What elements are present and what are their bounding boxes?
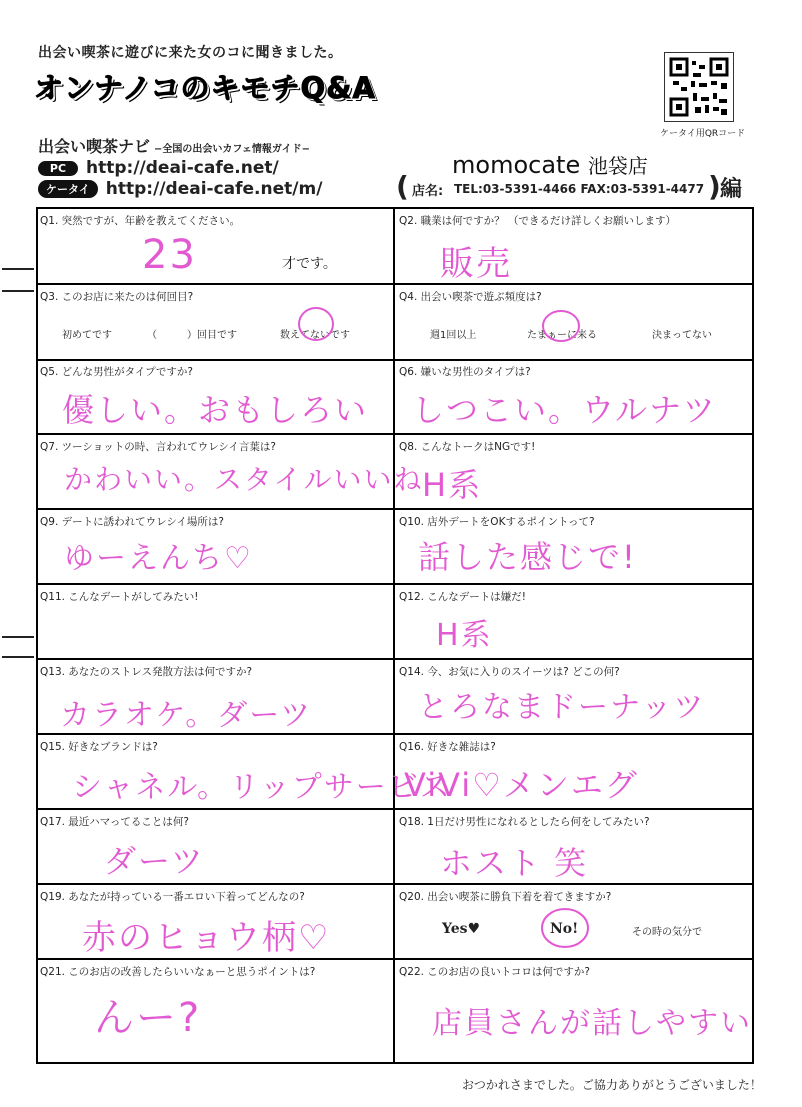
question-20: Q20. 出会い喫茶に勝負下着を着てきますか? bbox=[399, 891, 612, 903]
shop-name bbox=[452, 150, 648, 179]
scan-mark bbox=[2, 636, 34, 638]
question-17: Q17. 最近ハマってることは何? bbox=[40, 816, 189, 828]
qr-code-icon bbox=[664, 52, 734, 122]
question-21: Q21. このお店の改善したらいいなぁーと思うポイントは? bbox=[40, 966, 316, 978]
row-line bbox=[36, 883, 754, 885]
answer-13: カラオケ。ダーツ bbox=[60, 698, 313, 733]
shop-label: 店名: bbox=[412, 184, 444, 199]
answer-19: 赤のヒョウ柄♡ bbox=[82, 918, 331, 958]
scan-mark bbox=[2, 268, 34, 270]
navi-name: 出会い喫茶ナビ bbox=[38, 137, 151, 156]
shop-tel-fax: TEL:03-5391-4466 FAX:03-5391-4477 bbox=[454, 182, 705, 196]
answer-10: 話した感じで! bbox=[418, 538, 637, 576]
question-11: Q11. こんなデートがしてみたい! bbox=[40, 591, 199, 603]
question-1: Q1. 突然ですが、年齢を教えてください。 bbox=[40, 215, 241, 227]
scan-mark bbox=[2, 290, 34, 292]
answer-14: とろなまドーナッツ bbox=[418, 690, 706, 725]
navi-tagline: −全国の出会いカフェ情報ガイド− bbox=[154, 144, 310, 155]
q4-option-undecided: 決まってない bbox=[652, 330, 712, 341]
main-title: オンナノコのキモチQ&A bbox=[34, 71, 376, 105]
row-line bbox=[36, 283, 754, 285]
answer-18: ホスト 笑 bbox=[440, 844, 589, 882]
q4-selection-circle bbox=[538, 305, 584, 347]
answer-21: んー? bbox=[94, 995, 202, 1041]
answer-9: ゆーえんち♡ bbox=[64, 541, 253, 576]
answer-5: 優しい。おもしろい bbox=[62, 391, 369, 429]
qr-caption: ケータイ用QRコード bbox=[660, 129, 746, 139]
answer-1-suffix: 才です。 bbox=[282, 256, 337, 272]
pc-url-link[interactable]: http://deai-cafe.net/ bbox=[86, 158, 279, 178]
answer-1: 23 bbox=[142, 232, 197, 278]
question-10: Q10. 店外デートをOKするポイントって? bbox=[399, 516, 595, 528]
q4-option-weekly: 週1回以上 bbox=[430, 330, 477, 341]
row-line bbox=[36, 359, 754, 361]
question-7: Q7. ツーショットの時、言われてウレシイ言葉は? bbox=[40, 441, 276, 453]
question-2: Q2. 職業は何ですか？ （できるだけ詳しくお願いします） bbox=[399, 215, 676, 227]
grid-divider bbox=[393, 207, 395, 1064]
q3-option-first: 初めてです bbox=[62, 330, 112, 341]
answer-17: ダーツ bbox=[104, 842, 205, 880]
question-8: Q8. こんなトークはNGです! bbox=[399, 441, 536, 453]
answer-12: H系 bbox=[436, 618, 493, 653]
scan-mark bbox=[2, 656, 34, 658]
question-4: Q4. 出会い喫茶で遊ぶ頻度は? bbox=[399, 291, 542, 303]
mobile-url-row bbox=[38, 179, 322, 199]
question-3: Q3. このお店に来たのは何回目? bbox=[40, 291, 194, 303]
q20-option-no: No! bbox=[550, 921, 579, 937]
footer-thanks: おつかれさまでした。ご協力ありがとうございました！ bbox=[462, 1078, 762, 1092]
question-12: Q12. こんなデートは嫌だ! bbox=[399, 591, 527, 603]
question-16: Q16. 好きな雑誌は? bbox=[399, 741, 496, 753]
question-13: Q13. あなたのストレス発散方法は何ですか? bbox=[40, 666, 253, 678]
q3-selection-circle bbox=[294, 302, 338, 346]
edition-label: 編 bbox=[720, 177, 743, 202]
row-line bbox=[36, 583, 754, 585]
open-paren: ( bbox=[396, 170, 409, 203]
q20-option-mood: その時の気分で bbox=[632, 927, 702, 938]
q4-option-occasionally: たまぁーに来る bbox=[527, 330, 597, 341]
q20-selection-circle bbox=[538, 905, 592, 951]
question-19: Q19. あなたが持っている一番エロい下着ってどんなの? bbox=[40, 891, 305, 903]
shop-name-text: momocate bbox=[452, 151, 581, 179]
row-line bbox=[36, 808, 754, 810]
q3-option-times: （ ）回目です bbox=[147, 330, 237, 341]
row-line bbox=[36, 433, 754, 435]
question-6: Q6. 嫌いな男性のタイプは? bbox=[399, 366, 531, 378]
row-line bbox=[36, 658, 754, 660]
answer-8: H系 bbox=[422, 466, 483, 504]
row-line bbox=[36, 508, 754, 510]
pc-url-row bbox=[38, 158, 279, 178]
navi-heading bbox=[38, 134, 310, 157]
answer-7: かわいい。スタイルいいね bbox=[64, 463, 424, 496]
answer-2: 販売 bbox=[440, 244, 512, 284]
header-subtitle: 出会い喫茶に遊びに来た女のコに聞きました。 bbox=[38, 45, 343, 61]
mobile-url-link[interactable]: http://deai-cafe.net/m/ bbox=[105, 179, 323, 199]
close-paren: ) bbox=[708, 170, 721, 203]
question-5: Q5. どんな男性がタイプですか? bbox=[40, 366, 193, 378]
q3-option-notcounted: 数えてないです bbox=[280, 330, 350, 341]
pc-badge: PC bbox=[38, 161, 78, 176]
question-9: Q9. デートに誘われてウレシイ場所は? bbox=[40, 516, 224, 528]
answer-15: シャネル。リップサービス bbox=[72, 770, 452, 805]
question-15: Q15. 好きなブランドは? bbox=[40, 741, 158, 753]
mobile-badge: ケータイ bbox=[38, 180, 98, 198]
question-18: Q18. 1日だけ男性になれるとしたら何をしてみたい? bbox=[399, 816, 650, 828]
shop-branch: 池袋店 bbox=[587, 154, 648, 178]
answer-22: 店員さんが話しやすい bbox=[432, 1006, 752, 1041]
answer-6: しつこい。ウルナツ bbox=[412, 391, 717, 429]
question-14: Q14. 今、お気に入りのスイーツは? どこの何? bbox=[399, 666, 620, 678]
question-22: Q22. このお店の良いトコロは何ですか? bbox=[399, 966, 590, 978]
answer-16: ViVi♡メンエグ bbox=[404, 766, 639, 804]
q20-option-yes: Yes♥ bbox=[442, 921, 481, 937]
